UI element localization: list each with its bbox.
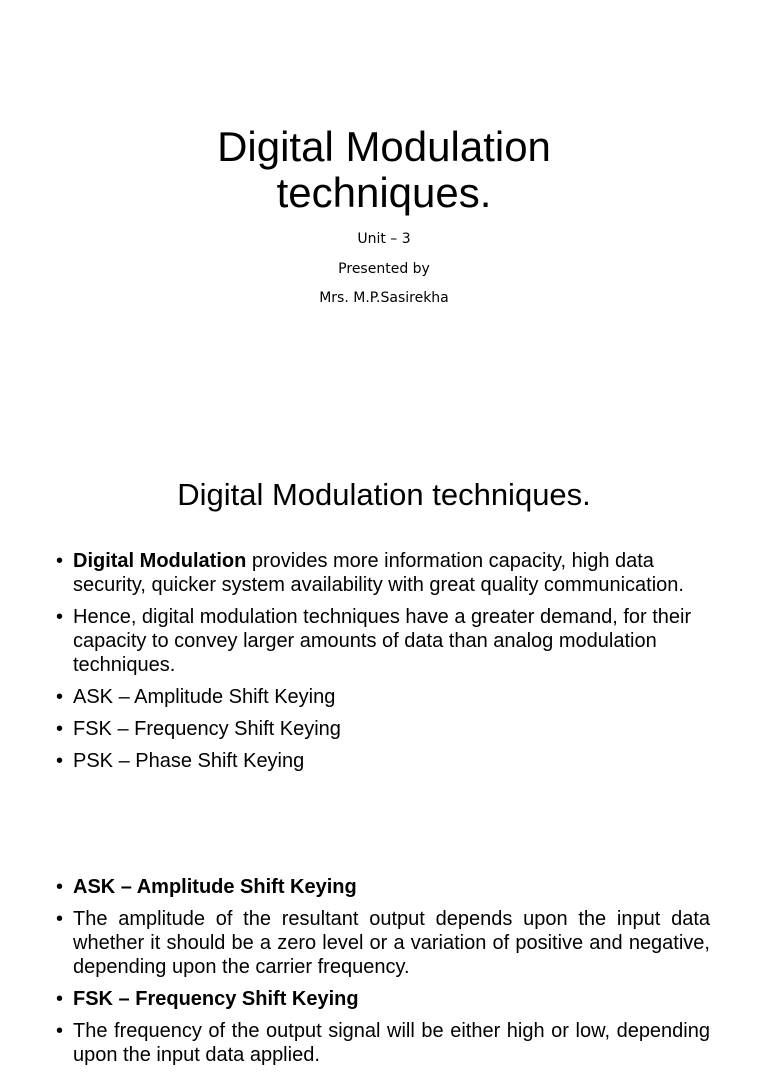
slide-title xyxy=(0,124,768,216)
presenter-name: Mrs. M.P.Sasirekha xyxy=(319,290,449,306)
list-item xyxy=(56,907,710,979)
bullet-text: ASK – Amplitude Shift Keying xyxy=(73,686,336,708)
presented-by-label: Presented by xyxy=(338,261,430,277)
bullet-dot: • xyxy=(56,550,64,572)
overview-slide xyxy=(0,400,768,840)
bullet-list xyxy=(56,549,710,781)
bullet-dot: • xyxy=(56,750,64,772)
bullet-text: The frequency of the output signal will be either high or low, depending upon the input data applied. xyxy=(73,1020,710,1066)
title-slide xyxy=(0,0,768,400)
bullet-dot: • xyxy=(56,686,64,708)
bullet-text: provides more information capacity, high data security, quicker system availability with great quality communication. xyxy=(73,550,684,596)
bullet-text: Hence, digital modulation techniques have a greater demand, for their capacity to convey larger amounts of data than analog modulation techniques. xyxy=(73,606,692,676)
bold-heading: FSK – Frequency Shift Keying xyxy=(73,988,359,1010)
bullet-text: PSK – Phase Shift Keying xyxy=(73,750,305,772)
list-item xyxy=(56,875,710,899)
unit-label: Unit – 3 xyxy=(357,231,411,247)
list-item xyxy=(56,1019,710,1067)
title-line-2: techniques. xyxy=(276,169,492,216)
list-item xyxy=(56,605,710,677)
bullet-dot: • xyxy=(56,718,64,740)
bullet-dot: • xyxy=(56,908,64,930)
bullet-dot: • xyxy=(56,988,64,1010)
list-item xyxy=(56,549,710,597)
bold-term: Digital Modulation xyxy=(73,550,247,572)
ask-fsk-slide xyxy=(0,840,768,1066)
bullet-text: FSK – Frequency Shift Keying xyxy=(73,718,341,740)
list-item xyxy=(56,987,710,1011)
slide-title: Digital Modulation techniques. xyxy=(177,477,591,512)
bullet-list xyxy=(56,875,710,1075)
list-item xyxy=(56,749,710,773)
list-item xyxy=(56,685,710,709)
title-line-1: Digital Modulation xyxy=(217,123,551,170)
bullet-dot: • xyxy=(56,1020,64,1042)
bold-heading: ASK – Amplitude Shift Keying xyxy=(73,876,357,898)
bullet-dot: • xyxy=(56,876,64,898)
bullet-dot: • xyxy=(56,606,64,628)
bullet-text: The amplitude of the resultant output depends upon the input data whether it should be a zero level or a variation of positive and negative, depending upon the carrier frequency. xyxy=(73,908,710,978)
list-item xyxy=(56,717,710,741)
